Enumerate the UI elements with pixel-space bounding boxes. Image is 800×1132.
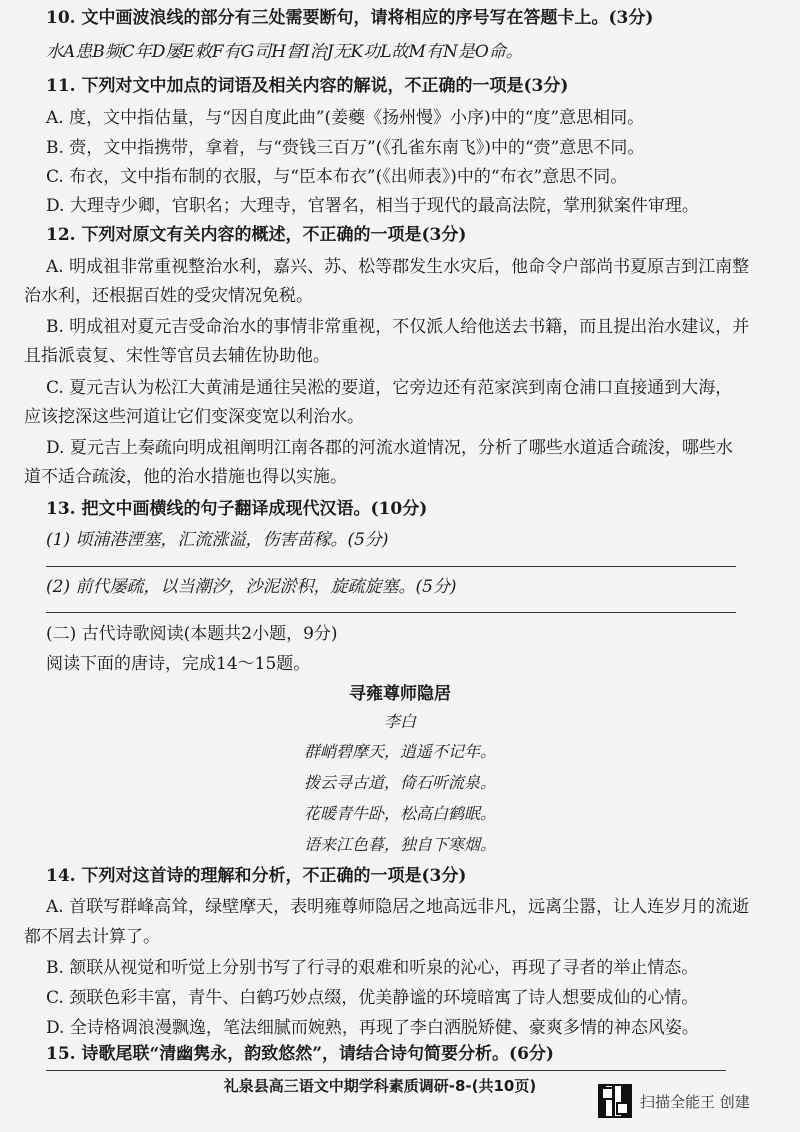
q13-sentence-2: (2) 前代屡疏，以当潮汐，沙泥淤积，旋疏旋塞。(5分)	[46, 577, 457, 597]
q11-option-d: D. 大理寺少卿，官职名；大理寺，官署名，相当于现代的最高法院，掌刑狱案件审理。	[46, 196, 699, 216]
q12-option-a-line1: A. 明成祖非常重视整治水利，嘉兴、苏、松等郡发生水灾后，他命令户部尚书夏原吉到江南整	[46, 257, 750, 277]
q14-title: 14. 下列对这首诗的理解和分析，不正确的一项是(3分)	[46, 866, 467, 886]
q13-title: 13. 把文中画横线的句子翻译成现代汉语。(10分)	[46, 499, 428, 519]
q10-text: 水A患B频C年D屡E敕F有G司H督I治J无K功L故M有N是O命。	[46, 42, 523, 62]
qr-code-icon	[598, 1084, 632, 1118]
q14-option-c: C. 颈联色彩丰富，青牛、白鹤巧妙点缀，优美静谧的环境暗寓了诗人想要成仙的心情。	[46, 988, 699, 1008]
answer-line-3	[46, 1070, 726, 1071]
section-heading: (二) 古代诗歌阅读(本题共2小题，9分)	[46, 624, 338, 644]
q14-option-b: B. 颔联从视觉和听觉上分别书写了行寻的艰难和听泉的沁心，再现了寻者的举止情态。	[46, 958, 699, 978]
q12-option-a-line2: 治水利，还根据百姓的受灾情况免税。	[24, 286, 313, 306]
q12-option-b-line1: B. 明成祖对夏元吉受命治水的事情非常重视，不仅派人给他送去书籍，而且提出治水建议，并	[46, 317, 750, 337]
q11-title: 11. 下列对文中加点的词语及相关内容的解说，不正确的一项是(3分)	[46, 76, 569, 96]
q14-option-a-line1: A. 首联写群峰高耸，绿壁摩天，表明雍尊师隐居之地高远非凡，远离尘嚣，让人连岁月的流逝	[46, 897, 750, 917]
scanner-label: 扫描全能王 创建	[640, 1092, 750, 1111]
q12-option-c-line1: C. 夏元吉认为松江大黄浦是通往吴淞的要道，它旁边还有范家滨到南仓浦口直接通到大海，	[46, 378, 733, 398]
scanner-watermark	[598, 1083, 788, 1119]
page-footer: 礼泉县高三语文中期学科素质调研-8-(共10页)	[223, 1077, 537, 1095]
poem-line-4: 语来江色暮，独自下寒烟。	[303, 835, 496, 854]
q11-option-a: A. 度，文中指估量，与“因自度此曲”(姜夔《扬州慢》小序)中的“度”意思相同。	[46, 108, 645, 128]
poem-author: 李白	[383, 712, 416, 731]
q11-option-c: C. 布衣，文中指布制的衣服，与“臣本布衣”(《出师表》)中的“布衣”意思不同。	[46, 167, 628, 187]
q12-option-b-line2: 且指派袁复、宋性等官员去辅佐协助他。	[24, 346, 330, 366]
poem-line-2: 拨云寻古道，倚石听流泉。	[303, 773, 496, 792]
poem-line-1: 群峭碧摩天，逍遥不记年。	[303, 742, 496, 761]
q15-title: 15. 诗歌尾联“清幽隽永，韵致悠然”，请结合诗句简要分析。(6分)	[46, 1044, 554, 1064]
q12-option-c-line2: 应该挖深这些河道让它们变深变宽以利治水。	[24, 407, 364, 427]
section-intro: 阅读下面的唐诗，完成14～15题。	[46, 654, 311, 674]
poem-line-3: 花暖青牛卧，松高白鹤眠。	[303, 804, 496, 823]
answer-line-2	[46, 612, 736, 613]
q13-sentence-1: (1) 顷浦港湮塞，汇流涨溢，伤害苗稼。(5分)	[46, 530, 389, 550]
answer-line-1	[46, 566, 736, 567]
q12-title: 12. 下列对原文有关内容的概述，不正确的一项是(3分)	[46, 225, 467, 245]
q14-option-d: D. 全诗格调浪漫飘逸，笔法细腻而婉熟，再现了李白洒脱矫健、豪爽多情的神态风姿。	[46, 1018, 699, 1038]
q10-title: 10. 文中画波浪线的部分有三处需要断句，请将相应的序号写在答题卡上。(3分)	[46, 8, 654, 28]
q11-option-b: B. 赍，文中指携带，拿着，与“赍钱三百万”(《孔雀东南飞》)中的“赍”意思不同。	[46, 138, 645, 158]
poem-title: 寻雍尊师隐居	[349, 684, 451, 704]
q14-option-a-line2: 都不屑去计算了。	[24, 927, 160, 947]
q12-option-d-line1: D. 夏元吉上奏疏向明成祖阐明江南各郡的河流水道情况，分析了哪些水道适合疏浚，哪些水	[46, 438, 733, 458]
q12-option-d-line2: 道不适合疏浚，他的治水措施也得以实施。	[24, 467, 347, 487]
